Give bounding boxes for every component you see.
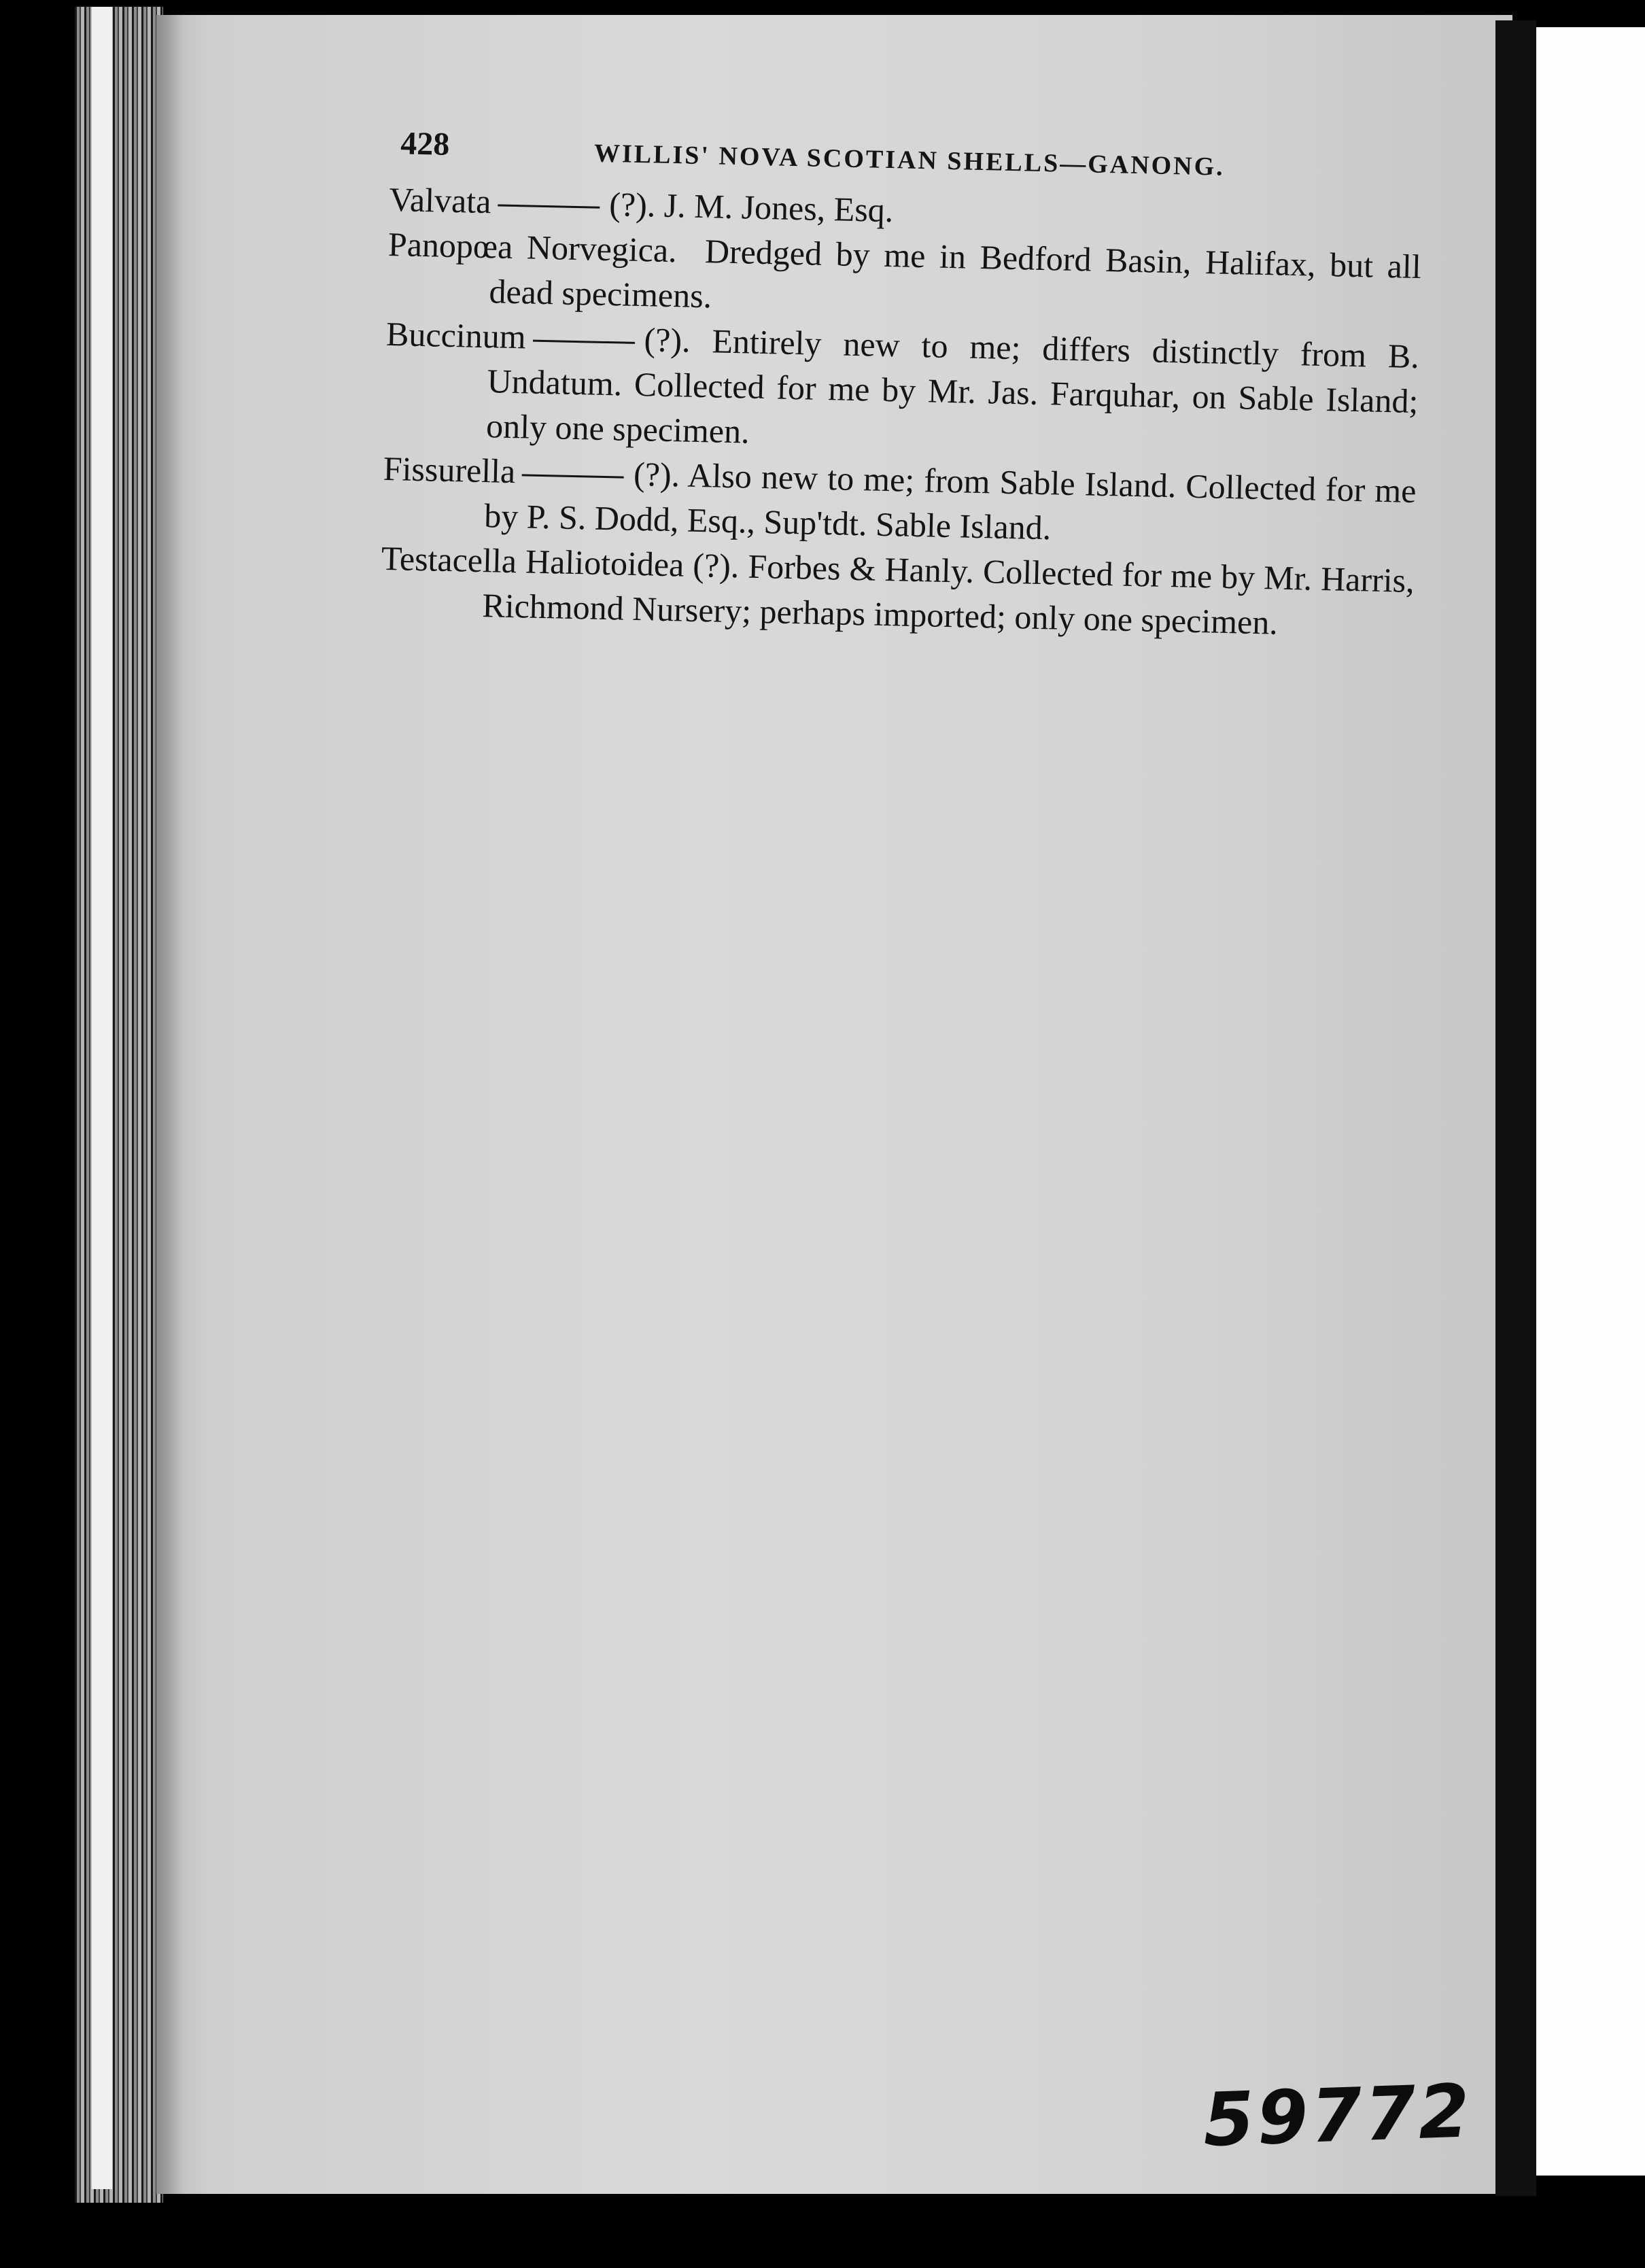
right-border (1495, 20, 1536, 2196)
entry-buccinum (384, 311, 1420, 468)
gutter-shadow (156, 15, 184, 2194)
page-number: 428 (400, 125, 450, 162)
entry-name: Fissurella (383, 449, 516, 491)
dash-rule (498, 204, 600, 208)
entry-text: (?). J. M. Jones, Esq. (608, 185, 894, 230)
entry-name: Testacella Haliotoidea (381, 538, 685, 584)
entry-text: Dredged by me in Bedford Basin, Halifax, but all dead specimens. (488, 232, 1422, 315)
running-head: WILLIS' NOVA SCOTIAN SHELLS—GANONG. (593, 139, 1226, 182)
page-edge-highlight (92, 7, 112, 2189)
entry-text: (?). Forbes & Hanly. Collected for me by Mr. Harris, Richmond Nursery; perhaps imported; only one specimen. (481, 545, 1415, 642)
entry-name: Valvata (388, 179, 492, 221)
dash-rule (532, 340, 634, 344)
handwritten-number: 59772 (1201, 2069, 1474, 2163)
dash-rule (522, 474, 624, 478)
entry-text: (?). Entirely new to me; differs distinctly from B. Undatum. Collected for me by Mr. Jas. Farquhar, on Sable Island; only one specimen. (485, 320, 1420, 451)
entry-name: Panopœa Norvegica. (387, 224, 678, 270)
text-block (380, 121, 1424, 648)
entry-name: Buccinum (385, 314, 527, 356)
entry-text: (?). Also new to me; from Sable Island. Collected for me by P. S. Dodd, Esq., Sup'tdt. Sable Island. (483, 454, 1417, 547)
page-edges (75, 7, 163, 2203)
right-flyleaf (1536, 27, 1645, 2176)
